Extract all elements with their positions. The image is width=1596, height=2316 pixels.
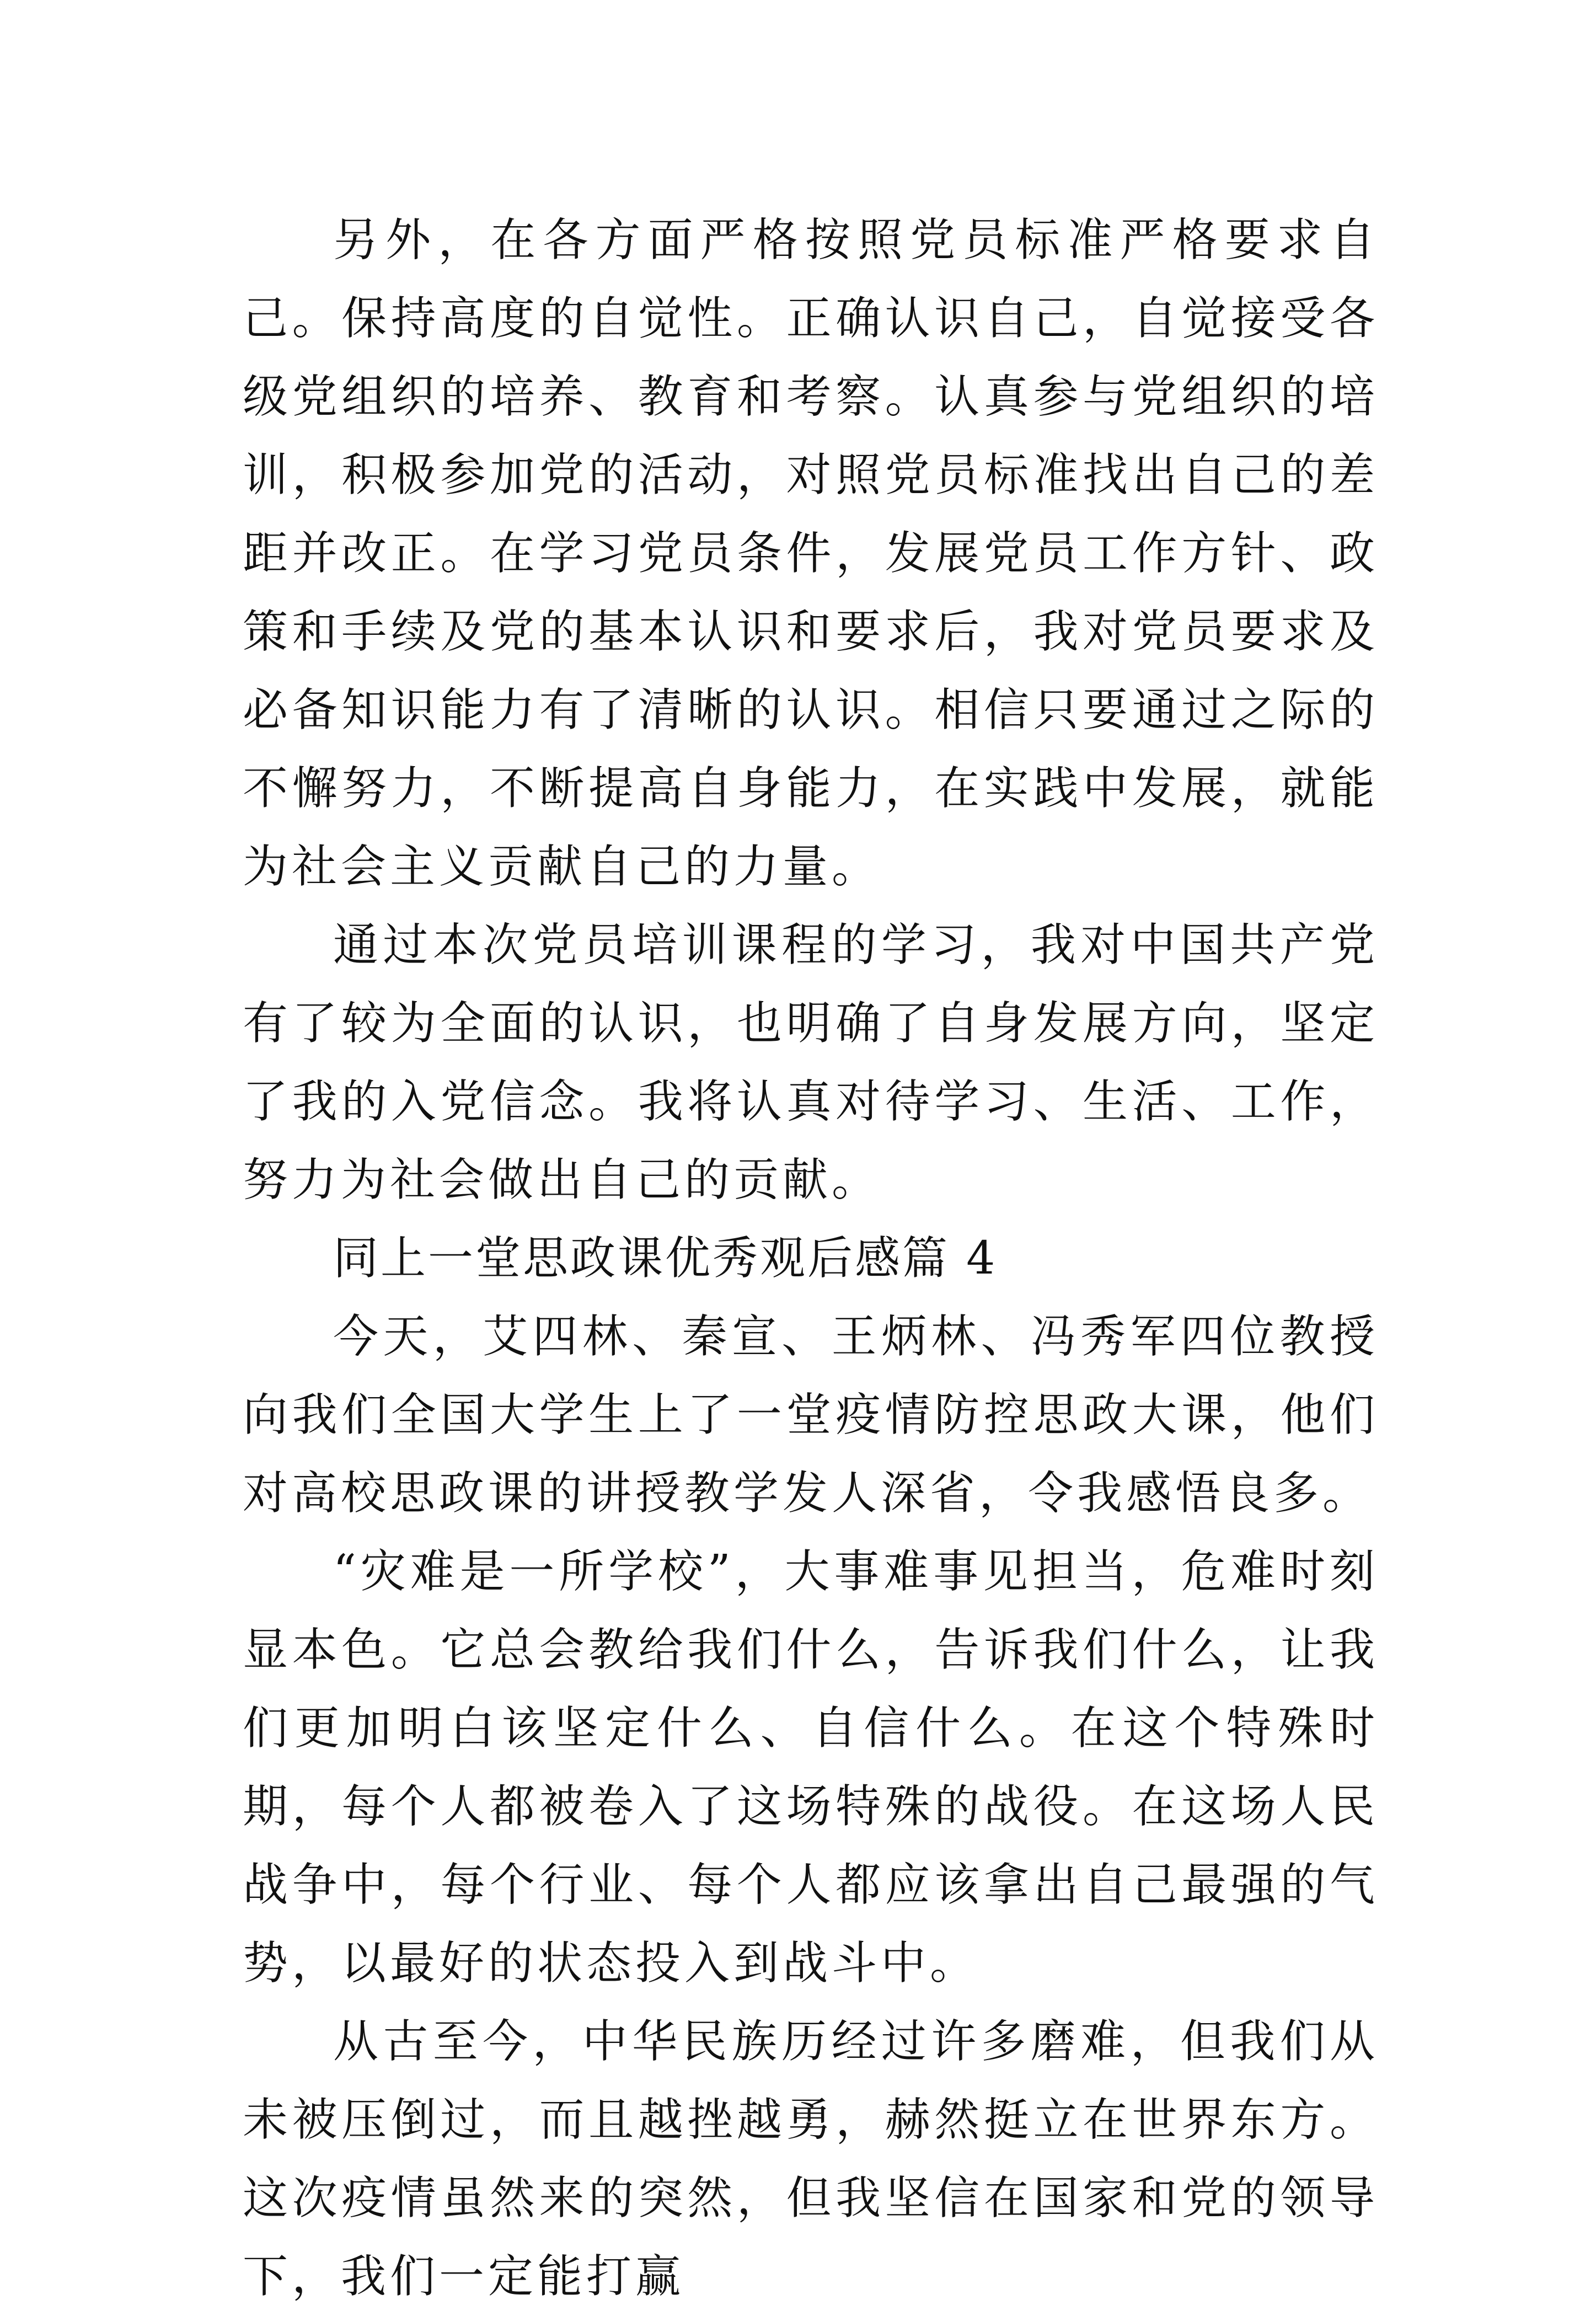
document-body [243,201,1379,2316]
paragraph-party-standards: 另外，在各方面严格按照党员标准严格要求自己。保持高度的自觉性。正确认识自己，自觉接受各级党组织的培养、教育和考察。认真参与党组织的培训，积极参加党的活动，对照党员标准找出自己的差距并改正。在学习党员条件，发展党员工作方针、政策和手续及党的基本认识和要求后，我对党员要求及必备知识能力有了清晰的认识。相信只要通过之际的不懈努力，不断提高自身能力，在实践中发展，就能为社会主义贡献自己的力量。 [243,214,1379,893]
paragraph-nation-history: 从古至今，中华民族历经过许多磨难，但我们从未被压倒过，而且越挫越勇，赫然挺立在世界东方。这次疫情虽然来的突然，但我坚信在国家和党的领导下，我们一定能打赢 [243,2015,1379,2303]
section-heading: 同上一堂思政课优秀观后感篇 4 [333,1232,998,1285]
paragraph-training-summary: 通过本次党员培训课程的学习，我对中国共产党有了较为全面的认识，也明确了自身发展方向，坚定了我的入党信念。我将认真对待学习、生活、工作，努力为社会做出自己的贡献。 [243,919,1379,1206]
paragraph-lecture-intro: 今天，艾四林、秦宣、王炳林、冯秀军四位教授向我们全国大学生上了一堂疫情防控思政大课，他们对高校思政课的讲授教学发人深省，令我感悟良多。 [243,1311,1379,1520]
paragraph-disaster-school: “灾难是一所学校”，大事难事见担当，危难时刻显本色。它总会教给我们什么，告诉我们什么，让我们更加明白该坚定什么、自信什么。在这个特殊时期，每个人都被卷入了这场特殊的战役。在这场人民战争中，每个行业、每个人都应该拿出自己最强的气势，以最好的状态投入到战斗中。 [243,1545,1379,1989]
